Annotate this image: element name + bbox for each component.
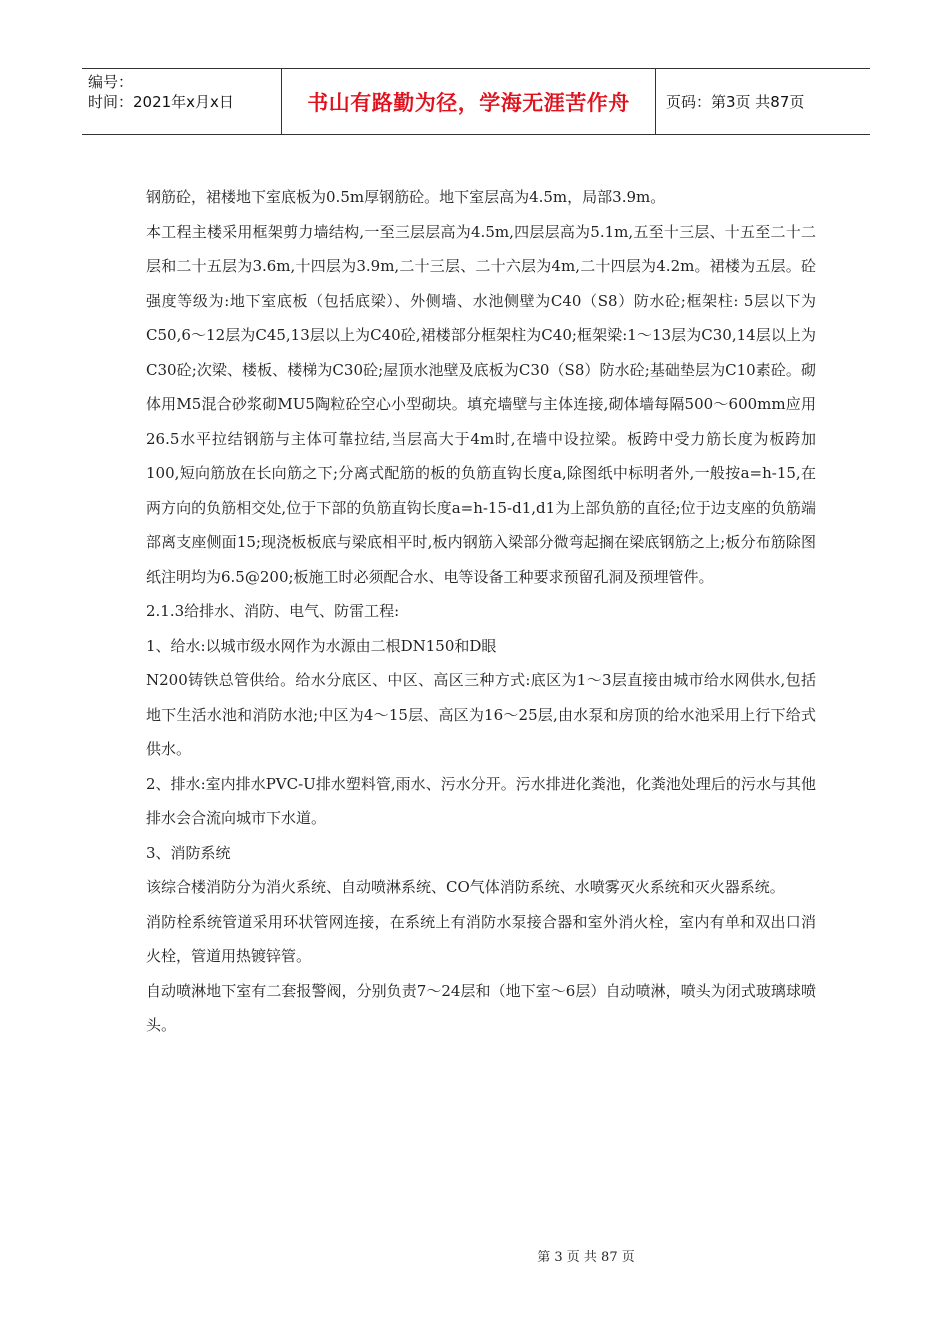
paragraph: 该综合楼消防分为消火系统、自动喷淋系统、CO气体消防系统、水喷雾灭火系统和灭火器系统。 [146, 878, 785, 896]
document-body [146, 180, 816, 1043]
date-label: 时间：2021年x月x日 [88, 93, 234, 111]
paragraph: 钢筋砼，裙楼地下室底板为0.5m厚钢筋砼。地下室层高为4.5m，局部3.9m。 [146, 188, 666, 206]
paragraph: 自动喷淋地下室有二套报警阀，分别负责7～24层和（地下室～6层）自动喷淋，喷头为闭式玻璃球喷头。 [146, 981, 816, 1034]
section-heading: 2.1.3给排水、消防、电气、防雷工程: [146, 602, 400, 620]
paragraph: 本工程主楼采用框架剪力墙结构,一至三层层高为4.5m,四层层高为5.1m,五至十三层、十五至二十二层和二十五层为3.6m,十四层为3.9m,二十三层、二十六层为4m,二十四层为4.2m。裙楼为五层。砼强度等级为:地下室底板（包括底梁）、外侧墙、水池侧壁为C40（S8）防水砼;框架柱: 5层以下为C50,6～12层为C45,13层以上为C40砼,裙楼部分框架柱为C40;框架梁:1～13层为C30,14层以上为C30砼;次梁、楼板、楼梯为C30砼;屋顶水池壁及底板为C30（S8）防水砼;基础垫层为C10素砼。砌体用M5混合砂浆砌MU5陶粒砼空心小型砌块。填充墙壁与主体连接,砌体墙每隔500～600mm应用26.5水平拉结钢筋与主体可靠拉结,当层高大于4m时,在墙中设拉梁。板跨中受力筋长度为板跨加100,短向筋放在长向筋之下;分离式配筋的板的负筋直钩长度a,除图纸中标明者外,一般按a=h-15,在两方向的负筋相交处,位于下部的负筋直钩长度a=h-15-d1,d1为上部负筋的直径;位于边支座的负筋端部离支座侧面15;现浇板板底与梁底相平时,板内钢筋入梁部分微弯起搁在梁底钢筋之上;板分布筋除图纸注明均为6.5@200;板施工时必须配合水、电等设备工种要求预留孔洞及预埋管件。 [146, 222, 816, 586]
header-page-info: 页码：第3页 共87页 [666, 93, 805, 111]
paragraph: 2、排水:室内排水PVC-U排水塑料管,雨水、污水分开。污水排进化粪池，化粪池处理后的污水与其他排水会合流向城市下水道。 [146, 774, 816, 827]
header-meta [82, 69, 282, 134]
paragraph: 1、给水:以城市级水网作为水源由二根DN150和D眼 [146, 636, 497, 655]
number-label: 编号： [88, 73, 134, 91]
page-header [82, 68, 870, 135]
page-footer: 第 3 页 共 87 页 [537, 1250, 635, 1265]
paragraph: N200铸铁总管供给。给水分底区、中区、高区三种方式:底区为1～3层直接由城市给水网供水,包括地下生活水池和消防水池;中区为4～15层、高区为16～25层,由水泵和房顶的给水池采用上行下给式供水。 [146, 671, 816, 758]
subsection-heading: 3、消防系统 [146, 843, 231, 862]
header-motto: 书山有路勤为径，学海无涯苦作舟 [282, 69, 656, 134]
paragraph: 消防栓系统管道采用环状管网连接，在系统上有消防水泵接合器和室外消火栓，室内有单和双出口消火栓，管道用热镀锌管。 [146, 912, 816, 965]
